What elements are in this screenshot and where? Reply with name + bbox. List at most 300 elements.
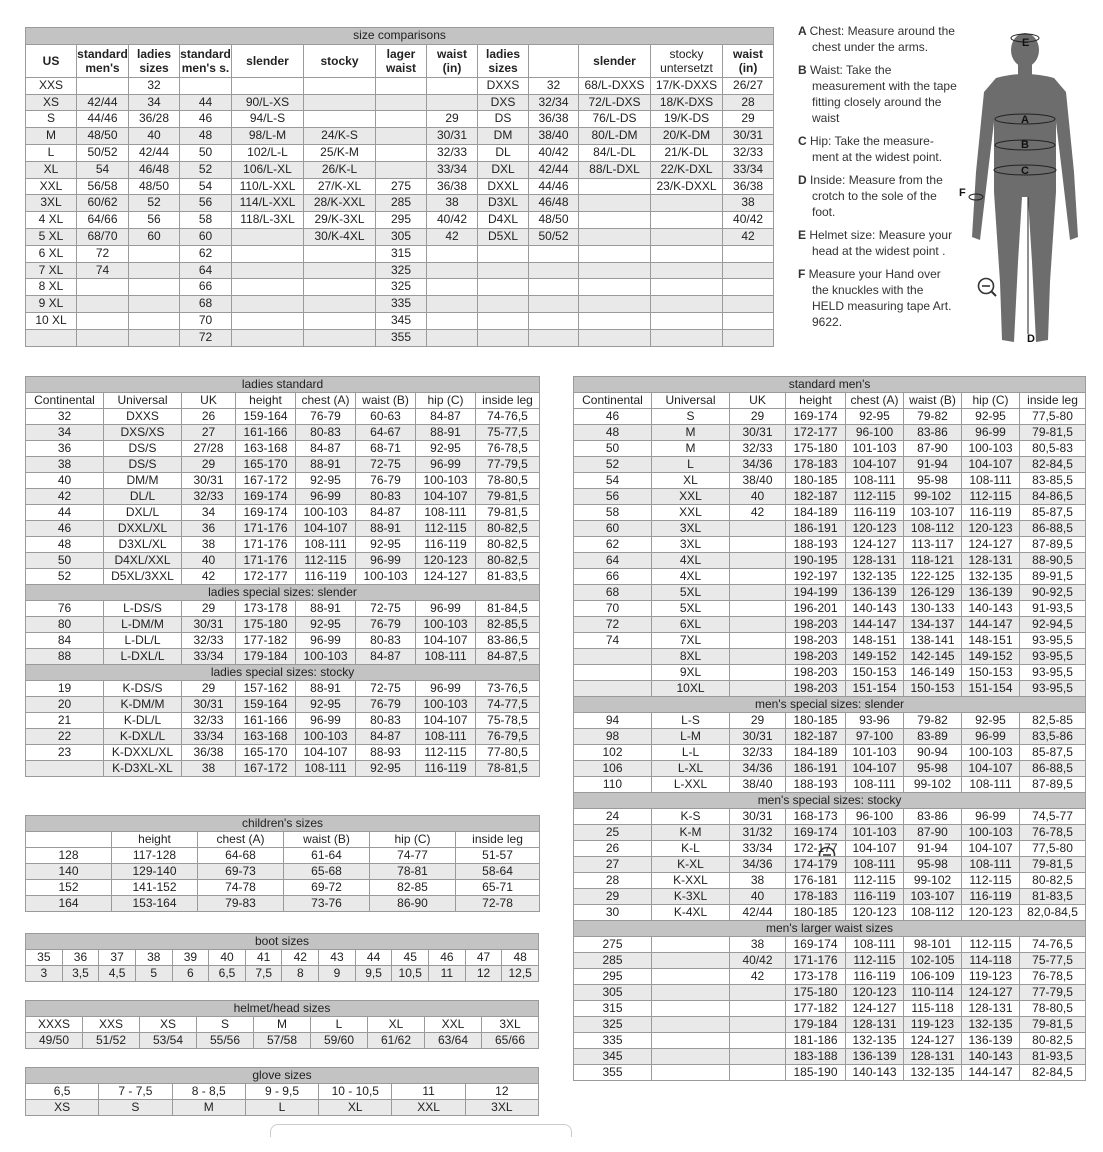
table-cell: 7 XL: [26, 262, 77, 279]
table-cell: 100-103: [296, 649, 356, 665]
table-cell: D4XL: [478, 212, 529, 229]
table-cell: [723, 245, 774, 262]
table-cell: 136-139: [846, 1049, 904, 1065]
table-cell: 62: [180, 245, 232, 262]
table-row: [574, 473, 1086, 489]
table-cell: waist (B): [904, 393, 962, 409]
table-cell: 68/L-DXXS: [579, 77, 651, 94]
table-cell: 128-131: [962, 1001, 1020, 1017]
table-cell: [129, 296, 180, 313]
table-row: [26, 1033, 539, 1049]
table-cell: 48: [180, 128, 232, 145]
table-cell: 79-83: [198, 896, 284, 912]
table-row: [574, 585, 1086, 601]
table-cell: 6XL: [652, 617, 730, 633]
table-cell: 11: [392, 1084, 465, 1100]
table-cell: [529, 312, 579, 329]
table-row: [26, 245, 774, 262]
table-cell: 106: [574, 761, 652, 777]
table-cell: 72-75: [356, 601, 416, 617]
table-cell: 59/60: [311, 1033, 368, 1049]
table-cell: 38: [182, 537, 236, 553]
table-cell: 159-164: [236, 409, 296, 425]
legend-letter: C: [798, 134, 810, 148]
table-cell: 65-71: [456, 880, 540, 896]
table-cell: 104-107: [416, 713, 476, 729]
table-cell: [730, 601, 786, 617]
table-header-row: [26, 44, 774, 77]
table-cell: 182-187: [786, 489, 846, 505]
table-cell: 27/28: [182, 441, 236, 457]
legend-item: [798, 23, 958, 55]
table-cell: 84-87: [296, 441, 356, 457]
table-cell: 76/L-DS: [579, 111, 651, 128]
figure-label-b: B: [1021, 139, 1029, 151]
table-cell: L-DL/L: [104, 633, 182, 649]
table-cell: 46: [180, 111, 232, 128]
table-cell: [579, 279, 651, 296]
table-cell: 74: [574, 633, 652, 649]
table-cell: 54: [574, 473, 652, 489]
table-cell: 120-123: [962, 905, 1020, 921]
table-cell: 100-103: [296, 505, 356, 521]
table-cell: 275: [574, 937, 652, 953]
table-cell: 112-115: [416, 521, 476, 537]
table-cell: 37: [99, 950, 136, 966]
table-row: [26, 617, 540, 633]
figure-label-a: A: [1021, 114, 1029, 126]
table-cell: S: [26, 111, 77, 128]
page-edge: [270, 1124, 572, 1137]
table-row: [574, 521, 1086, 537]
table-cell: 72/L-DXS: [579, 94, 651, 111]
table-cell: 102/L-L: [232, 144, 304, 161]
table-cell: 17/K-DXXS: [651, 77, 723, 94]
table-cell: 176-181: [786, 873, 846, 889]
table-cell: UK: [730, 393, 786, 409]
table-cell: XS: [26, 94, 77, 111]
column-header: standard men's: [77, 44, 129, 77]
table-cell: 169-174: [786, 409, 846, 425]
table-cell: 152: [26, 880, 112, 896]
table-cell: 52: [26, 569, 104, 585]
table-cell: 20/K-DM: [651, 128, 723, 145]
table-cell: 96-99: [356, 553, 416, 569]
table-row: [26, 409, 540, 425]
table-cell: 56: [180, 195, 232, 212]
table-cell: 345: [376, 312, 427, 329]
table-cell: 88-93: [356, 745, 416, 761]
table-cell: 55/56: [197, 1033, 254, 1049]
table-row: [574, 425, 1086, 441]
table-cell: 5XL: [652, 601, 730, 617]
table-cell: 169-174: [236, 489, 296, 505]
table-cell: 27: [574, 857, 652, 873]
table-cell: 72: [574, 617, 652, 633]
table-cell: 101-103: [846, 441, 904, 457]
table-cell: 110-114: [904, 985, 962, 1001]
table-cell: 94: [574, 713, 652, 729]
table-cell: 35: [26, 950, 63, 966]
table-cell: [26, 329, 77, 346]
table-row: [26, 128, 774, 145]
table-cell: 64: [180, 262, 232, 279]
table-cell: 73-76,5: [476, 681, 540, 697]
table-cell: XXS: [83, 1017, 140, 1033]
table-cell: K-3XL: [652, 889, 730, 905]
table-cell: 275: [376, 178, 427, 195]
table-row: [574, 777, 1086, 793]
table-cell: 8XL: [652, 649, 730, 665]
table-cell: Continental: [26, 393, 104, 409]
table-cell: 34/36: [730, 857, 786, 873]
table-cell: [652, 985, 730, 1001]
table-cell: K-XL: [652, 857, 730, 873]
table-cell: 180-185: [786, 905, 846, 921]
table-row: [26, 161, 774, 178]
table-cell: 76-79: [356, 697, 416, 713]
table-cell: 51-57: [456, 848, 540, 864]
table-row: [26, 457, 540, 473]
table-cell: 75-77,5: [1020, 953, 1086, 969]
table-cell: 140-143: [846, 1065, 904, 1081]
table-cell: 90/L-XS: [232, 94, 304, 111]
table-cell: 132-135: [846, 1033, 904, 1049]
legend-text: Measure from the crotch to the sole of the foot.: [812, 173, 943, 219]
table-row: [26, 312, 774, 329]
table-cell: [376, 111, 427, 128]
section-title: standard men's: [574, 377, 1086, 393]
table-cell: 31/32: [730, 825, 786, 841]
table-cell: 92-95: [296, 697, 356, 713]
table-row: [26, 505, 540, 521]
table-cell: 108-111: [416, 729, 476, 745]
table-cell: 54: [180, 178, 232, 195]
table-cell: [579, 212, 651, 229]
table-cell: 48/50: [77, 128, 129, 145]
table-cell: 96-99: [416, 681, 476, 697]
legend-letter: F: [798, 267, 809, 281]
table-cell: [304, 111, 376, 128]
table-cell: XS: [26, 1100, 99, 1116]
table-cell: 63/64: [425, 1033, 482, 1049]
table-cell: M: [652, 425, 730, 441]
table-cell: waist (B): [356, 393, 416, 409]
table-cell: 87-90: [904, 441, 962, 457]
table-cell: 38/40: [730, 777, 786, 793]
table-cell: 181-186: [786, 1033, 846, 1049]
section-title-row: [26, 934, 539, 950]
figure-label-e: E: [1022, 37, 1030, 49]
table-cell: 86-90: [370, 896, 456, 912]
table-cell: 305: [376, 228, 427, 245]
table-cell: [427, 245, 478, 262]
table-cell: 4XL: [652, 553, 730, 569]
table-cell: [652, 1033, 730, 1049]
table-cell: DM/M: [104, 473, 182, 489]
table-cell: M: [172, 1100, 245, 1116]
table-cell: D3XL/XL: [104, 537, 182, 553]
legend-text: Take the measurement with the tape fitting closely around the waist: [812, 63, 957, 125]
table-cell: 29: [427, 111, 478, 128]
table-cell: 130-133: [904, 601, 962, 617]
table-cell: 86-88,5: [1020, 761, 1086, 777]
table-cell: [730, 1049, 786, 1065]
table-row: [574, 809, 1086, 825]
table-cell: 38: [427, 195, 478, 212]
table-cell: 149-152: [962, 649, 1020, 665]
table-cell: 85-87,5: [1020, 745, 1086, 761]
table-row: [574, 537, 1086, 553]
section-title-row: [26, 585, 540, 601]
table-cell: 80-83: [356, 713, 416, 729]
table-cell: 30/31: [730, 809, 786, 825]
table-cell: 88-91: [356, 521, 416, 537]
table-cell: 108-112: [904, 521, 962, 537]
table-cell: D4XL/XXL: [104, 553, 182, 569]
table-cell: 97-100: [846, 729, 904, 745]
table-cell: K-DS/S: [104, 681, 182, 697]
column-header: waist (in): [427, 44, 478, 77]
table-cell: 38: [26, 457, 104, 473]
legend-label: Helmet size:: [809, 228, 879, 242]
table-cell: [652, 969, 730, 985]
table-row: [26, 473, 540, 489]
table-cell: [232, 279, 304, 296]
column-header: ladies sizes: [478, 44, 529, 77]
table-cell: 76-79: [296, 409, 356, 425]
table-cell: 44/46: [529, 178, 579, 195]
table-cell: 167-172: [236, 473, 296, 489]
table-cell: [304, 312, 376, 329]
table-cell: 68/70: [77, 228, 129, 245]
table-cell: 82-84,5: [1020, 457, 1086, 473]
table-cell: 108-111: [962, 473, 1020, 489]
table-cell: 62: [574, 537, 652, 553]
table-title: size comparisons: [26, 28, 774, 45]
table-cell: 43: [319, 950, 356, 966]
table-cell: XXL: [652, 505, 730, 521]
table-cell: 169-174: [786, 825, 846, 841]
section-title: ladies standard: [26, 377, 540, 393]
section-title: men's larger waist sizes: [574, 921, 1086, 937]
table-cell: 76-79,5: [476, 729, 540, 745]
table-cell: [26, 832, 112, 848]
table-cell: 87-89,5: [1020, 777, 1086, 793]
table-cell: 3,5: [62, 966, 99, 982]
table-cell: [376, 128, 427, 145]
table-cell: 84/L-DL: [579, 144, 651, 161]
table-cell: 42: [723, 228, 774, 245]
table-cell: 104-107: [416, 633, 476, 649]
table-row: [574, 985, 1086, 1001]
table-cell: 81-83,5: [1020, 889, 1086, 905]
table-cell: 118-121: [904, 553, 962, 569]
table-cell: 42: [730, 969, 786, 985]
table-cell: 82-85,5: [476, 617, 540, 633]
column-header: slender: [579, 44, 651, 77]
table-cell: 96-99: [296, 489, 356, 505]
table-cell: [427, 329, 478, 346]
table-cell: L-M: [652, 729, 730, 745]
table-cell: 315: [376, 245, 427, 262]
table-cell: 56: [129, 212, 180, 229]
table-cell: 7,5: [245, 966, 282, 982]
table-cell: 171-176: [236, 521, 296, 537]
table-row: [26, 697, 540, 713]
table-cell: 132-135: [904, 1065, 962, 1081]
table-cell: 80: [26, 617, 104, 633]
table-cell: [723, 312, 774, 329]
table-cell: 108-112: [904, 905, 962, 921]
table-cell: 32/33: [427, 144, 478, 161]
table-row: [26, 212, 774, 229]
figure-label-c: C: [1021, 165, 1029, 177]
table-cell: 103-107: [904, 889, 962, 905]
table-cell: 78-81: [370, 864, 456, 880]
table-cell: 134-137: [904, 617, 962, 633]
table-cell: inside leg: [1020, 393, 1086, 409]
table-cell: 177-182: [236, 633, 296, 649]
table-cell: DS: [478, 111, 529, 128]
table-cell: 104-107: [846, 841, 904, 857]
table-cell: 84-87: [356, 649, 416, 665]
helmet-size-table: [25, 1000, 539, 1049]
table-cell: 168-173: [786, 809, 846, 825]
table-cell: [651, 329, 723, 346]
table-cell: 70: [574, 601, 652, 617]
table-cell: 148-151: [962, 633, 1020, 649]
table-cell: [180, 77, 232, 94]
table-cell: 194-199: [786, 585, 846, 601]
table-cell: waist (B): [284, 832, 370, 848]
table-cell: 161-166: [236, 713, 296, 729]
table-cell: 108-111: [846, 473, 904, 489]
table-cell: 80-82,5: [476, 553, 540, 569]
table-cell: 48/50: [129, 178, 180, 195]
table-cell: 80/L-DM: [579, 128, 651, 145]
table-row: [574, 1065, 1086, 1081]
table-cell: 26: [182, 409, 236, 425]
table-cell: 99-102: [904, 489, 962, 505]
table-cell: 46/48: [129, 161, 180, 178]
table-cell: 86-88,5: [1020, 521, 1086, 537]
table-row: [26, 296, 774, 313]
table-row: [574, 601, 1086, 617]
table-cell: 32/33: [182, 713, 236, 729]
table-cell: 3XL: [465, 1100, 538, 1116]
table-cell: 64-68: [198, 848, 284, 864]
table-cell: 30/31: [182, 617, 236, 633]
table-row: [574, 505, 1086, 521]
table-cell: L-XL: [652, 761, 730, 777]
table-cell: [652, 937, 730, 953]
boot-size-table: [25, 933, 539, 982]
table-cell: 116-119: [962, 889, 1020, 905]
table-cell: 124-127: [846, 537, 904, 553]
table-cell: 83-86: [904, 809, 962, 825]
table-cell: [304, 94, 376, 111]
table-cell: 28/K-XXL: [304, 195, 376, 212]
table-cell: [129, 329, 180, 346]
table-cell: 65-68: [284, 864, 370, 880]
table-cell: 116-119: [416, 537, 476, 553]
table-cell: 175-180: [236, 617, 296, 633]
table-cell: [730, 681, 786, 697]
table-row: [26, 178, 774, 195]
table-cell: 74-78: [198, 880, 284, 896]
table-cell: 198-203: [786, 617, 846, 633]
table-cell: 68: [574, 585, 652, 601]
table-row: [26, 950, 539, 966]
table-cell: 140-143: [962, 1049, 1020, 1065]
table-cell: 146-149: [904, 665, 962, 681]
table-row: [574, 729, 1086, 745]
table-cell: 3XL: [652, 537, 730, 553]
table-cell: 122-125: [904, 569, 962, 585]
table-cell: 42/44: [77, 94, 129, 111]
table-cell: 68: [180, 296, 232, 313]
table-row: [26, 966, 539, 982]
table-cell: 36/38: [182, 745, 236, 761]
table-cell: 11: [429, 966, 466, 982]
table-cell: 52: [129, 195, 180, 212]
table-cell: 100-103: [416, 617, 476, 633]
section-title-row: [26, 377, 540, 393]
table-cell: 33/34: [182, 649, 236, 665]
table-cell: 119-123: [904, 1017, 962, 1033]
table-cell: 25: [574, 825, 652, 841]
table-cell: 179-184: [786, 1017, 846, 1033]
table-cell: 169-174: [786, 937, 846, 953]
table-cell: 83-86: [904, 425, 962, 441]
table-cell: 89-91,5: [1020, 569, 1086, 585]
table-cell: Universal: [104, 393, 182, 409]
table-row: [26, 553, 540, 569]
table-cell: 100-103: [962, 441, 1020, 457]
table-cell: 80-83: [296, 425, 356, 441]
table-cell: 42/44: [529, 161, 579, 178]
table-cell: 40/42: [427, 212, 478, 229]
table-cell: 101-103: [846, 745, 904, 761]
table-cell: 24: [574, 809, 652, 825]
table-cell: 335: [574, 1033, 652, 1049]
table-cell: D5XL/3XXL: [104, 569, 182, 585]
table-cell: 104-107: [296, 745, 356, 761]
table-cell: 96-100: [846, 809, 904, 825]
zoom-out-icon[interactable]: [977, 277, 997, 297]
figure-label-d: D: [1027, 333, 1035, 344]
table-cell: 9 XL: [26, 296, 77, 313]
table-row: [26, 329, 774, 346]
table-cell: 81-93,5: [1020, 1049, 1086, 1065]
table-cell: 96-100: [846, 425, 904, 441]
table-cell: 64/66: [77, 212, 129, 229]
table-cell: 38/40: [730, 473, 786, 489]
table-cell: 198-203: [786, 665, 846, 681]
section-title: children's sizes: [26, 816, 540, 832]
table-cell: 79-82: [904, 409, 962, 425]
table-cell: 76: [26, 601, 104, 617]
table-cell: 34: [26, 425, 104, 441]
table-cell: 79-82: [904, 713, 962, 729]
table-cell: 69-73: [198, 864, 284, 880]
table-cell: [232, 262, 304, 279]
table-cell: 38: [182, 761, 236, 777]
table-cell: [579, 195, 651, 212]
table-cell: 182-187: [786, 729, 846, 745]
table-cell: 42/44: [730, 905, 786, 921]
